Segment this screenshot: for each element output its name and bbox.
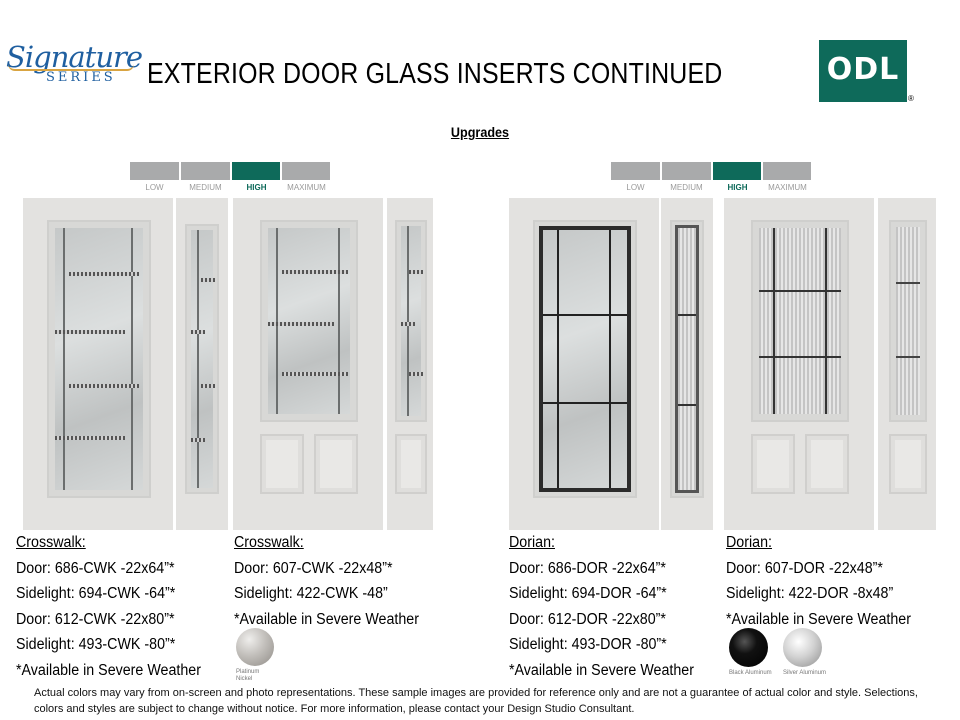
- caming-bevel-row: [268, 322, 334, 326]
- caming-horizontal: [759, 290, 841, 292]
- glass-frame: [47, 220, 151, 498]
- dorian-three-quarter-door-image: [724, 198, 874, 530]
- door-raised-panel: [314, 434, 358, 494]
- caming-vertical: [773, 228, 775, 414]
- door-raised-panel: [260, 434, 304, 494]
- glass-frame: [395, 220, 427, 422]
- level-segment-medium: [662, 162, 711, 180]
- caming-bevel-row: [401, 322, 415, 326]
- product-name: Dorian:: [509, 534, 555, 551]
- glass-pane: [896, 227, 920, 415]
- caming-bevel-row: [282, 372, 348, 376]
- crosswalk-three-quarter-spec-list: [234, 530, 419, 632]
- glass-frame: [889, 220, 927, 422]
- level-label-maximum: MAXIMUM: [768, 183, 807, 192]
- caming-horizontal: [543, 314, 627, 316]
- black-aluminum-swatch: [729, 628, 768, 667]
- privacy-level-bar-right: [611, 162, 811, 192]
- swatch-label: Platinum Nickel: [236, 669, 260, 682]
- spec-line: Door: 612-DOR -22x80”*: [509, 610, 666, 628]
- level-label-high: HIGH: [727, 183, 748, 192]
- page-title: EXTERIOR DOOR GLASS INSERTS CONTINUED: [147, 58, 723, 90]
- caming-vertical: [63, 228, 65, 490]
- spec-line: Door: 607-CWK -22x48”*: [234, 559, 393, 577]
- level-segment-high: [713, 162, 761, 180]
- glass-pane: [543, 230, 627, 488]
- silver-aluminum-swatch: [783, 628, 822, 667]
- spec-line: Door: 686-DOR -22x64”*: [509, 559, 666, 577]
- product-name: Crosswalk:: [16, 534, 86, 551]
- dorian-full-door-image: [509, 198, 659, 530]
- spec-line: Door: 686-CWK -22x64”*: [16, 559, 175, 577]
- level-segment-low: [611, 162, 660, 180]
- dorian-sidelight-48-image: [878, 198, 936, 530]
- glass-pane: [55, 228, 143, 490]
- caming-horizontal: [543, 402, 627, 404]
- caming-horizontal: [896, 356, 920, 358]
- level-segment-maximum: [282, 162, 330, 180]
- door-raised-panel: [751, 434, 795, 494]
- odl-logo: [819, 40, 907, 102]
- product-name: Crosswalk:: [234, 534, 304, 551]
- level-label-medium: MEDIUM: [670, 183, 703, 192]
- caming-bevel-row: [191, 438, 205, 442]
- spec-line: Sidelight: 694-CWK -64”*: [16, 585, 176, 602]
- caming-bevel-row: [201, 384, 215, 388]
- level-segment-high: [232, 162, 280, 180]
- caming-bevel-row: [409, 270, 423, 274]
- glass-pane: [401, 226, 421, 416]
- caming-vertical: [197, 230, 199, 488]
- swatch-label: Black Aluminum: [729, 670, 772, 676]
- spec-line: *Available in Severe Weather: [509, 661, 694, 679]
- dorian-three-quarter-spec-list: [726, 530, 911, 632]
- caming-bevel-row: [55, 330, 125, 334]
- caming-horizontal: [759, 356, 841, 358]
- disclaimer-text: Actual colors may vary from on-screen and photo representations. These sample images are provided for reference only and are not a guarantee of actual color and style. Selections, colors and styles are subject to change without notice. For more information, please contact your Design Studio Consultant.: [34, 687, 918, 715]
- glass-pane: [191, 230, 213, 488]
- caming-bevel-row: [191, 330, 205, 334]
- sidelight-raised-panel: [395, 434, 427, 494]
- caming-vertical: [338, 228, 340, 414]
- privacy-level-bar-left: [130, 162, 330, 192]
- level-segment-medium: [181, 162, 230, 180]
- glass-frame: [185, 224, 219, 494]
- level-label-low: LOW: [145, 183, 164, 192]
- glass-frame: [670, 220, 704, 498]
- caming-vertical: [557, 230, 559, 488]
- glass-pane: [759, 228, 841, 414]
- glass-frame: [751, 220, 849, 422]
- level-label-low: LOW: [626, 183, 645, 192]
- spec-line: Sidelight: 493-DOR -80”*: [509, 636, 667, 653]
- caming-bevel-row: [409, 372, 423, 376]
- registered-mark: ®: [908, 94, 914, 103]
- sidelight-raised-panel: [889, 434, 927, 494]
- level-segment-maximum: [763, 162, 811, 180]
- caming-horizontal: [678, 404, 696, 406]
- dorian-sidelight-64-image: [661, 198, 713, 530]
- spec-line: Sidelight: 422-DOR -8x48”: [726, 585, 894, 602]
- caming-vertical: [609, 230, 611, 488]
- caming-horizontal: [678, 314, 696, 316]
- caming-bevel-row: [69, 384, 139, 388]
- logo-script-text: Signature: [6, 40, 143, 74]
- dorian-spec-list: [509, 530, 694, 683]
- glass-pane: [678, 228, 696, 490]
- product-name: Dorian:: [726, 534, 772, 551]
- platinum-nickel-swatch: [236, 628, 274, 666]
- swatch-label: Silver Aluminum: [783, 670, 827, 676]
- caming-bevel-row: [201, 278, 215, 282]
- caming-bevel-row: [282, 270, 348, 274]
- caming-vertical: [276, 228, 278, 414]
- crosswalk-sidelight-64-image: [176, 198, 228, 530]
- level-segment-low: [130, 162, 179, 180]
- spec-line: Door: 612-CWK -22x80”*: [16, 610, 175, 628]
- caming-vertical: [407, 226, 409, 416]
- caming-horizontal: [896, 282, 920, 284]
- crosswalk-spec-list: [16, 530, 201, 683]
- level-label-maximum: MAXIMUM: [287, 183, 326, 192]
- section-heading: Upgrades: [450, 124, 510, 140]
- odl-logo-text: ODL: [826, 52, 900, 87]
- caming-bevel-row: [69, 272, 139, 276]
- spec-line: Sidelight: 422-CWK -48”: [234, 585, 388, 602]
- spec-line: Sidelight: 493-CWK -80”*: [16, 636, 176, 653]
- caming-bevel-row: [55, 436, 125, 440]
- spec-line: *Available in Severe Weather: [726, 610, 911, 628]
- level-label-high: HIGH: [246, 183, 267, 192]
- spec-line: *Available in Severe Weather: [234, 610, 419, 628]
- door-raised-panel: [805, 434, 849, 494]
- glass-frame: [533, 220, 637, 498]
- spec-line: *Available in Severe Weather: [16, 661, 201, 679]
- logo-series-text: SERIES: [46, 70, 116, 85]
- spec-line: Sidelight: 694-DOR -64”*: [509, 585, 667, 602]
- glass-frame: [260, 220, 358, 422]
- crosswalk-sidelight-48-image: [387, 198, 433, 530]
- caming-vertical: [825, 228, 827, 414]
- signature-series-logo: [6, 40, 143, 92]
- caming-vertical: [131, 228, 133, 490]
- crosswalk-three-quarter-door-image: [233, 198, 383, 530]
- spec-line: Door: 607-DOR -22x48”*: [726, 559, 883, 577]
- crosswalk-full-door-image: [23, 198, 173, 530]
- level-label-medium: MEDIUM: [189, 183, 222, 192]
